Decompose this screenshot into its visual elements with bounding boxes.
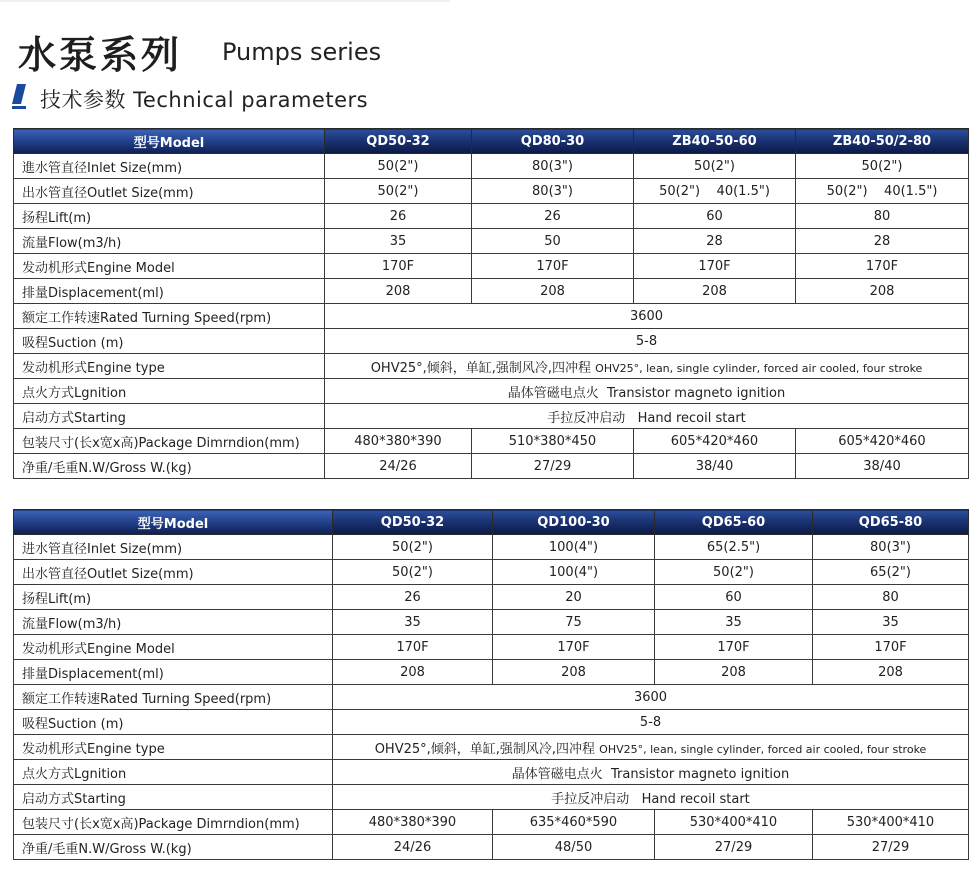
cell: 27/29 (472, 454, 634, 479)
table-row (14, 154, 969, 179)
cell: 208 (796, 279, 969, 304)
cell: 510*380*450 (472, 429, 634, 454)
cell: 530*400*410 (813, 810, 969, 835)
row-label: 出水管直径Outlet Size(mm) (14, 560, 333, 585)
row-label: 发动机形式Engine Model (14, 254, 325, 279)
cell: 27/29 (655, 835, 813, 860)
cell: 75 (493, 610, 655, 635)
header-col: QD65-80 (813, 510, 969, 535)
cell-engine-type (333, 735, 969, 760)
row-label: 净重/毛重N.W/Gross W.(kg) (14, 835, 333, 860)
row-label: 发动机形式Engine type (14, 735, 333, 760)
cell-ignition: 晶体管磁电点火 Transistor magneto ignition (325, 379, 969, 404)
cell: 28 (796, 229, 969, 254)
cell: 26 (325, 204, 472, 229)
subtitle-accent-icon (12, 84, 26, 110)
header-col: QD100-30 (493, 510, 655, 535)
engine-type-cn: OHV25°,倾斜，单缸,强制风冷,四冲程 (370, 360, 592, 376)
cell: 100(4") (493, 535, 655, 560)
cell: 24/26 (333, 835, 493, 860)
cell: 208 (655, 660, 813, 685)
cell: 208 (333, 660, 493, 685)
cell: 480*380*390 (325, 429, 472, 454)
cell: 28 (634, 229, 796, 254)
row-label: 启动方式Starting (14, 404, 325, 429)
cell-starting: 手拉反冲启动 Hand recoil start (325, 404, 969, 429)
cell: 208 (813, 660, 969, 685)
cell: 170F (333, 635, 493, 660)
table-row (14, 279, 969, 304)
cell: 170F (493, 635, 655, 660)
table-row (14, 454, 969, 479)
cell: 60 (634, 204, 796, 229)
row-label: 出水管直径Outlet Size(mm) (14, 179, 325, 204)
table-row (14, 379, 969, 404)
spec-table-1 (13, 128, 969, 479)
table-row (14, 735, 969, 760)
table-row (14, 710, 969, 735)
cell: 50(2") (333, 535, 493, 560)
row-label: 净重/毛重N.W/Gross W.(kg) (14, 454, 325, 479)
table-row (14, 560, 969, 585)
cell: 170F (634, 254, 796, 279)
row-label: 流量Flow(m3/h) (14, 229, 325, 254)
cell: 530*400*410 (655, 810, 813, 835)
row-label: 吸程Suction (m) (14, 710, 333, 735)
cell: 27/29 (813, 835, 969, 860)
row-label: 额定工作转速Rated Turning Speed(rpm) (14, 685, 333, 710)
row-label: 发动机形式Engine type (14, 354, 325, 379)
table-row (14, 760, 969, 785)
cell: 170F (813, 635, 969, 660)
cell: 38/40 (796, 454, 969, 479)
table-row (14, 179, 969, 204)
table-row (14, 404, 969, 429)
cell: 208 (634, 279, 796, 304)
row-label: 進水管直径Inlet Size(mm) (14, 154, 325, 179)
table-row (14, 354, 969, 379)
cell: 50(2") (634, 154, 796, 179)
table-row (14, 585, 969, 610)
row-label: 排量Displacement(ml) (14, 279, 325, 304)
header-col: QD80-30 (472, 129, 634, 154)
cell: 50(2") (325, 154, 472, 179)
row-label: 包装尺寸(长x宽x高)Package Dimrndion(mm) (14, 810, 333, 835)
table-row (14, 254, 969, 279)
cell-starting: 手拉反冲启动 Hand recoil start (333, 785, 969, 810)
cell: 50(2") 40(1.5") (796, 179, 969, 204)
page-title-cn: 水泵系列 (18, 33, 183, 77)
cell: 65(2") (813, 560, 969, 585)
cell: 48/50 (493, 835, 655, 860)
cell: 480*380*390 (333, 810, 493, 835)
table-row (14, 204, 969, 229)
cell: 26 (472, 204, 634, 229)
row-label: 流量Flow(m3/h) (14, 610, 333, 635)
cell: 605*420*460 (796, 429, 969, 454)
cell: 60 (655, 585, 813, 610)
header-col: QD50-32 (325, 129, 472, 154)
cell: 100(4") (493, 560, 655, 585)
header-col: ZB40-50/2-80 (796, 129, 969, 154)
row-label: 吸程Suction (m) (14, 329, 325, 354)
cell: 50(2") (655, 560, 813, 585)
cell: 170F (472, 254, 634, 279)
cell: 80 (813, 585, 969, 610)
cell: 208 (472, 279, 634, 304)
cell: 208 (493, 660, 655, 685)
cell: 635*460*590 (493, 810, 655, 835)
page-title-en: Pumps series (222, 38, 382, 66)
table-header-row (14, 510, 969, 535)
cell: 50(2") (325, 179, 472, 204)
cell: 35 (333, 610, 493, 635)
cell: 50(2") (796, 154, 969, 179)
table-row (14, 635, 969, 660)
table-row (14, 785, 969, 810)
cell: 80 (796, 204, 969, 229)
page-header (0, 0, 980, 118)
row-label: 额定工作转速Rated Turning Speed(rpm) (14, 304, 325, 329)
table-row (14, 535, 969, 560)
cell-ignition: 晶体管磁电点火 Transistor magneto ignition (333, 760, 969, 785)
row-label: 扬程Lift(m) (14, 585, 333, 610)
table-row (14, 835, 969, 860)
cell: 605*420*460 (634, 429, 796, 454)
header-model: 型号Model (14, 129, 325, 154)
cell: 50 (472, 229, 634, 254)
top-divider (0, 0, 450, 2)
cell: 170F (796, 254, 969, 279)
spec-table-2 (13, 509, 969, 860)
row-label: 进水管直径Inlet Size(mm) (14, 535, 333, 560)
cell: 80(3") (813, 535, 969, 560)
table-row (14, 660, 969, 685)
cell-rated-speed: 3600 (333, 685, 969, 710)
table-row (14, 429, 969, 454)
cell: 35 (325, 229, 472, 254)
cell-rated-speed: 3600 (325, 304, 969, 329)
cell: 50(2") 40(1.5") (634, 179, 796, 204)
engine-type-en: OHV25°, lean, single cylinder, forced air cooled, four stroke (595, 361, 923, 375)
header-col: QD50-32 (333, 510, 493, 535)
table-row (14, 229, 969, 254)
table-row (14, 810, 969, 835)
table-row (14, 685, 969, 710)
cell-suction: 5-8 (333, 710, 969, 735)
cell-suction: 5-8 (325, 329, 969, 354)
cell: 20 (493, 585, 655, 610)
header-col: ZB40-50-60 (634, 129, 796, 154)
row-label: 启动方式Starting (14, 785, 333, 810)
table-row (14, 329, 969, 354)
cell: 80(3") (472, 154, 634, 179)
table-row (14, 610, 969, 635)
cell: 80(3") (472, 179, 634, 204)
cell-engine-type (325, 354, 969, 379)
cell: 170F (655, 635, 813, 660)
cell: 24/26 (325, 454, 472, 479)
row-label: 排量Displacement(ml) (14, 660, 333, 685)
row-label: 扬程Lift(m) (14, 204, 325, 229)
row-label: 点火方式Lgnition (14, 760, 333, 785)
row-label: 发动机形式Engine Model (14, 635, 333, 660)
cell: 38/40 (634, 454, 796, 479)
cell: 50(2") (333, 560, 493, 585)
engine-type-en: OHV25°, lean, single cylinder, forced air cooled, four stroke (599, 742, 927, 756)
cell: 26 (333, 585, 493, 610)
table-row (14, 304, 969, 329)
header-col: QD65-60 (655, 510, 813, 535)
cell: 35 (813, 610, 969, 635)
cell: 65(2.5") (655, 535, 813, 560)
table-header-row (14, 129, 969, 154)
cell: 208 (325, 279, 472, 304)
section-subtitle: 技术参数 Technical parameters (40, 88, 369, 112)
engine-type-cn: OHV25°,倾斜，单缸,强制风冷,四冲程 (374, 741, 596, 757)
row-label: 包装尺寸(长x宽x高)Package Dimrndion(mm) (14, 429, 325, 454)
row-label: 点火方式Lgnition (14, 379, 325, 404)
cell: 170F (325, 254, 472, 279)
header-model: 型号Model (14, 510, 333, 535)
cell: 35 (655, 610, 813, 635)
